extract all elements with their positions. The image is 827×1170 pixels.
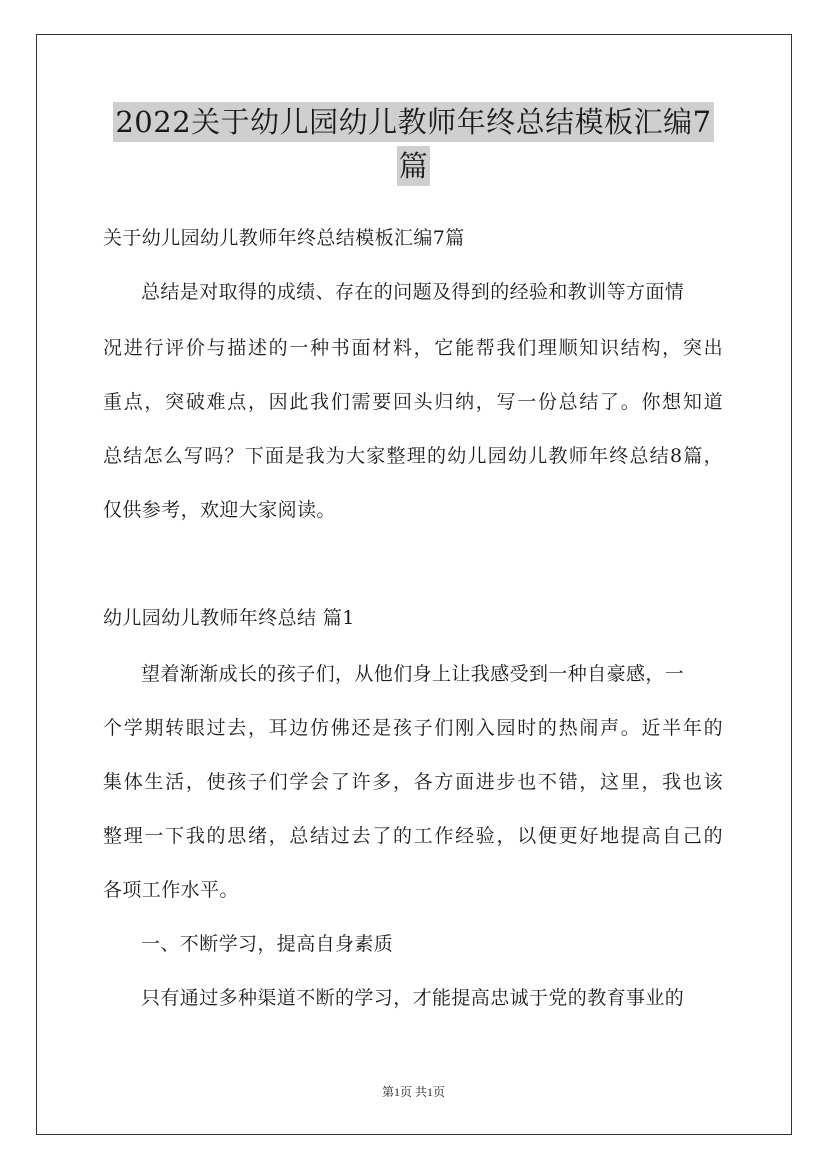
section1-line-4: 整理一下我的思绪，总结过去了的工作经验，以便更好地提高自己的 [103,825,723,847]
section1-line-1: 望着渐渐成长的孩子们，从他们身上让我感受到一种自豪感，一 [141,663,685,685]
page-border [36,34,792,1135]
section-heading-1: 幼儿园幼儿教师年终总结 篇1 [103,607,355,629]
document-title-line-2: 篇 [397,146,431,186]
body-line-last: 只有通过多种渠道不断的学习，才能提高忠诚于党的教育事业的 [141,987,685,1009]
document-title-line-1-wrap [60,102,767,142]
intro-line-1: 总结是对取得的成绩、存在的问题及得到的经验和教训等方面情 [141,281,685,303]
intro-line-4: 总结怎么写吗？下面是我为大家整理的幼儿园幼儿教师年终总结8篇， [103,445,723,467]
intro-line-3: 重点，突破难点，因此我们需要回头归纳，写一份总结了。你想知道 [103,391,723,413]
section1-line-5: 各项工作水平。 [103,879,239,901]
subheading-1: 一、不断学习，提高自身素质 [141,933,394,955]
document-subtitle: 关于幼儿园幼儿教师年终总结模板汇编7篇 [103,227,465,249]
document-title-line-2-wrap [60,146,767,186]
page-footer: 第1页 共1页 [381,1085,445,1099]
document-title-line-1: 2022关于幼儿园幼儿教师年终总结模板汇编7 [113,102,713,142]
intro-line-2: 况进行评价与描述的一种书面材料，它能帮我们理顺知识结构，突出 [103,337,723,359]
section1-line-3: 集体生活，使孩子们学会了许多，各方面进步也不错，这里，我也该 [103,771,723,793]
intro-line-5: 仅供参考，欢迎大家阅读。 [103,499,336,521]
section1-line-2: 个学期转眼过去，耳边仿佛还是孩子们刚入园时的热闹声。近半年的 [103,717,723,739]
